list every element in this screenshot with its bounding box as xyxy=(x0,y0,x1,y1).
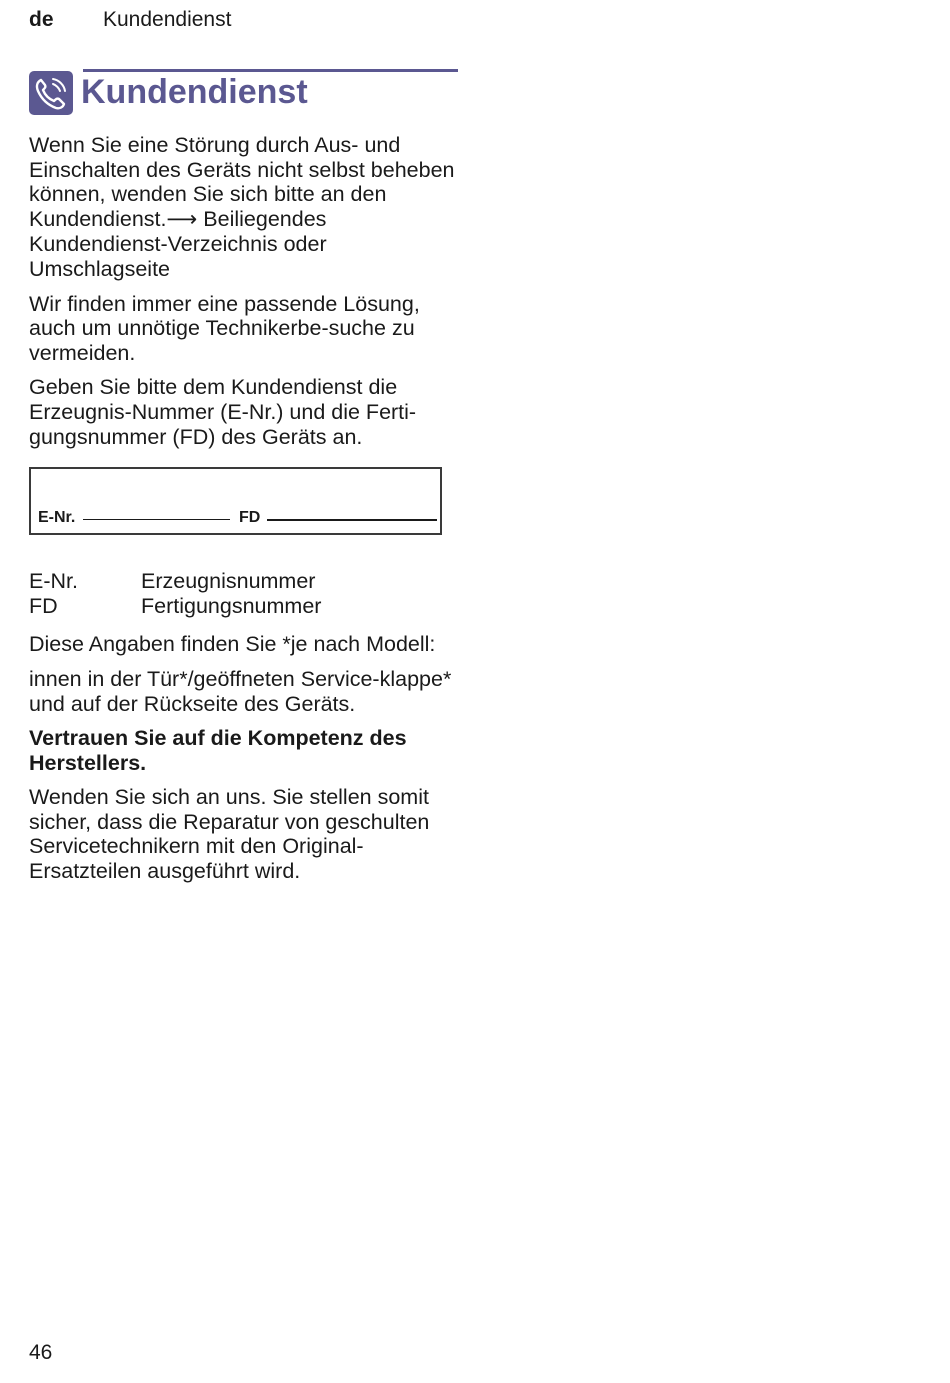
paragraph-contact: Wenden Sie sich an uns. Sie stellen somit sicher, dass die Reparatur von geschulten Servicetechnikern mit den Original-Ersatzteilen ausgeführt wird. xyxy=(29,785,430,884)
phone-icon xyxy=(29,71,73,115)
definition-term: FD xyxy=(29,593,58,618)
definition-row xyxy=(29,594,461,619)
running-header-section: Kundendienst xyxy=(103,8,232,31)
paragraph-location-intro: Diese Angaben finden Sie *je nach Modell: xyxy=(29,632,436,657)
fd-entry-line xyxy=(267,519,437,521)
definition-row xyxy=(29,569,461,594)
rating-plate-box xyxy=(29,467,442,535)
intro-reference: Beiliegendes Kundendienst-Verzeichnis oder Umschlagseite xyxy=(29,206,327,281)
heading-rule xyxy=(83,69,458,72)
definition-term: E-Nr. xyxy=(29,569,78,594)
language-code: de xyxy=(29,8,54,31)
paragraph-location: innen in der Tür*/geöffneten Service-klappe* und auf der Rückseite des Geräts. xyxy=(29,666,452,716)
intro-text: Wenn Sie eine Störung durch Aus- und Einschalten des Geräts nicht selbst beheben können, wenden Sie sich bitte an den Kundendienst. xyxy=(29,133,455,231)
enr-label: E-Nr. xyxy=(38,509,76,527)
definition-description: Fertigungsnummer xyxy=(141,593,322,618)
paragraph-solution: Wir finden immer eine passende Lösung, auch um unnötige Technikerbe-suche zu vermeiden. xyxy=(29,291,420,365)
page-title: Kundendienst xyxy=(81,73,308,111)
page-number: 46 xyxy=(29,1341,53,1364)
arrow-icon: ⟶ xyxy=(166,206,198,232)
definition-description: Erzeugnisnummer xyxy=(141,569,316,594)
paragraph-intro xyxy=(29,133,461,282)
section-heading xyxy=(29,69,458,115)
paragraph-numbers: Geben Sie bitte dem Kundendienst die Erzeugnis-Nummer (E-Nr.) und die Ferti-gungsnummer (FD) des Geräts an. xyxy=(29,375,417,449)
definition-list xyxy=(29,569,461,618)
enr-entry-line xyxy=(83,519,230,520)
fd-label: FD xyxy=(239,509,261,527)
main-content xyxy=(29,133,461,894)
paragraph-trust-heading: Vertrauen Sie auf die Kompetenz des Herstellers. xyxy=(29,726,407,775)
